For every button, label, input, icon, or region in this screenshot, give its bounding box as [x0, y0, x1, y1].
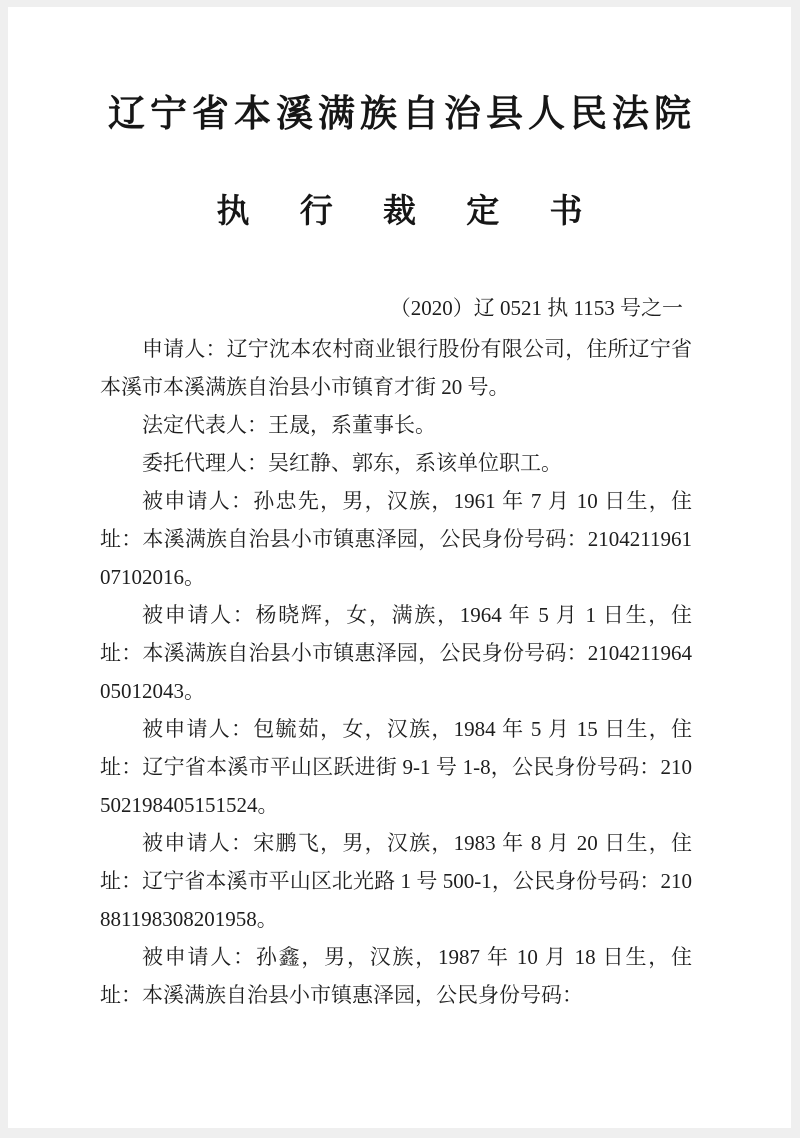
paragraph-legal-representative: 法定代表人：王晟，系董事长。	[142, 413, 436, 437]
case-number: （2020）辽 0521 执 1153 号之一	[389, 296, 683, 320]
paragraph-respondent-4: 被申请人：宋鹏飞，男，汉族，1983 年 8 月 20 日生，住址：辽宁省本溪市平山区北光路 1 号 500-1，公民身份号码：210881198308201958。	[100, 831, 692, 931]
document-title: 执 行 裁 定 书	[216, 194, 604, 230]
document-page	[8, 7, 791, 1128]
paragraph-respondent-5: 被申请人：孙鑫，男，汉族，1987 年 10 月 18 日生，住址：本溪满族自治县小市镇惠泽园，公民身份号码：	[100, 945, 692, 1007]
paragraph-respondent-3: 被申请人：包毓茹，女，汉族，1984 年 5 月 15 日生，住址：辽宁省本溪市平山区跃进街 9-1 号 1-8，公民身份号码：210502198405151524。	[100, 717, 692, 817]
court-name-heading: 辽宁省本溪满族自治县人民法院	[108, 94, 696, 135]
paragraph-respondent-1: 被申请人：孙忠先，男，汉族，1961 年 7 月 10 日生，住址：本溪满族自治县小市镇惠泽园，公民身份号码：210421196107102016。	[100, 489, 692, 589]
document-body	[100, 330, 692, 1014]
paragraph-entrusted-agent: 委托代理人：吴红静、郭东，系该单位职工。	[142, 451, 562, 475]
paragraph-respondent-2: 被申请人：杨晓辉，女，满族，1964 年 5 月 1 日生，住址：本溪满族自治县小市镇惠泽园，公民身份号码：210421196405012043。	[100, 603, 692, 703]
paragraph-applicant: 申请人：辽宁沈本农村商业银行股份有限公司，住所辽宁省本溪市本溪满族自治县小市镇育才街 20 号。	[100, 337, 692, 399]
